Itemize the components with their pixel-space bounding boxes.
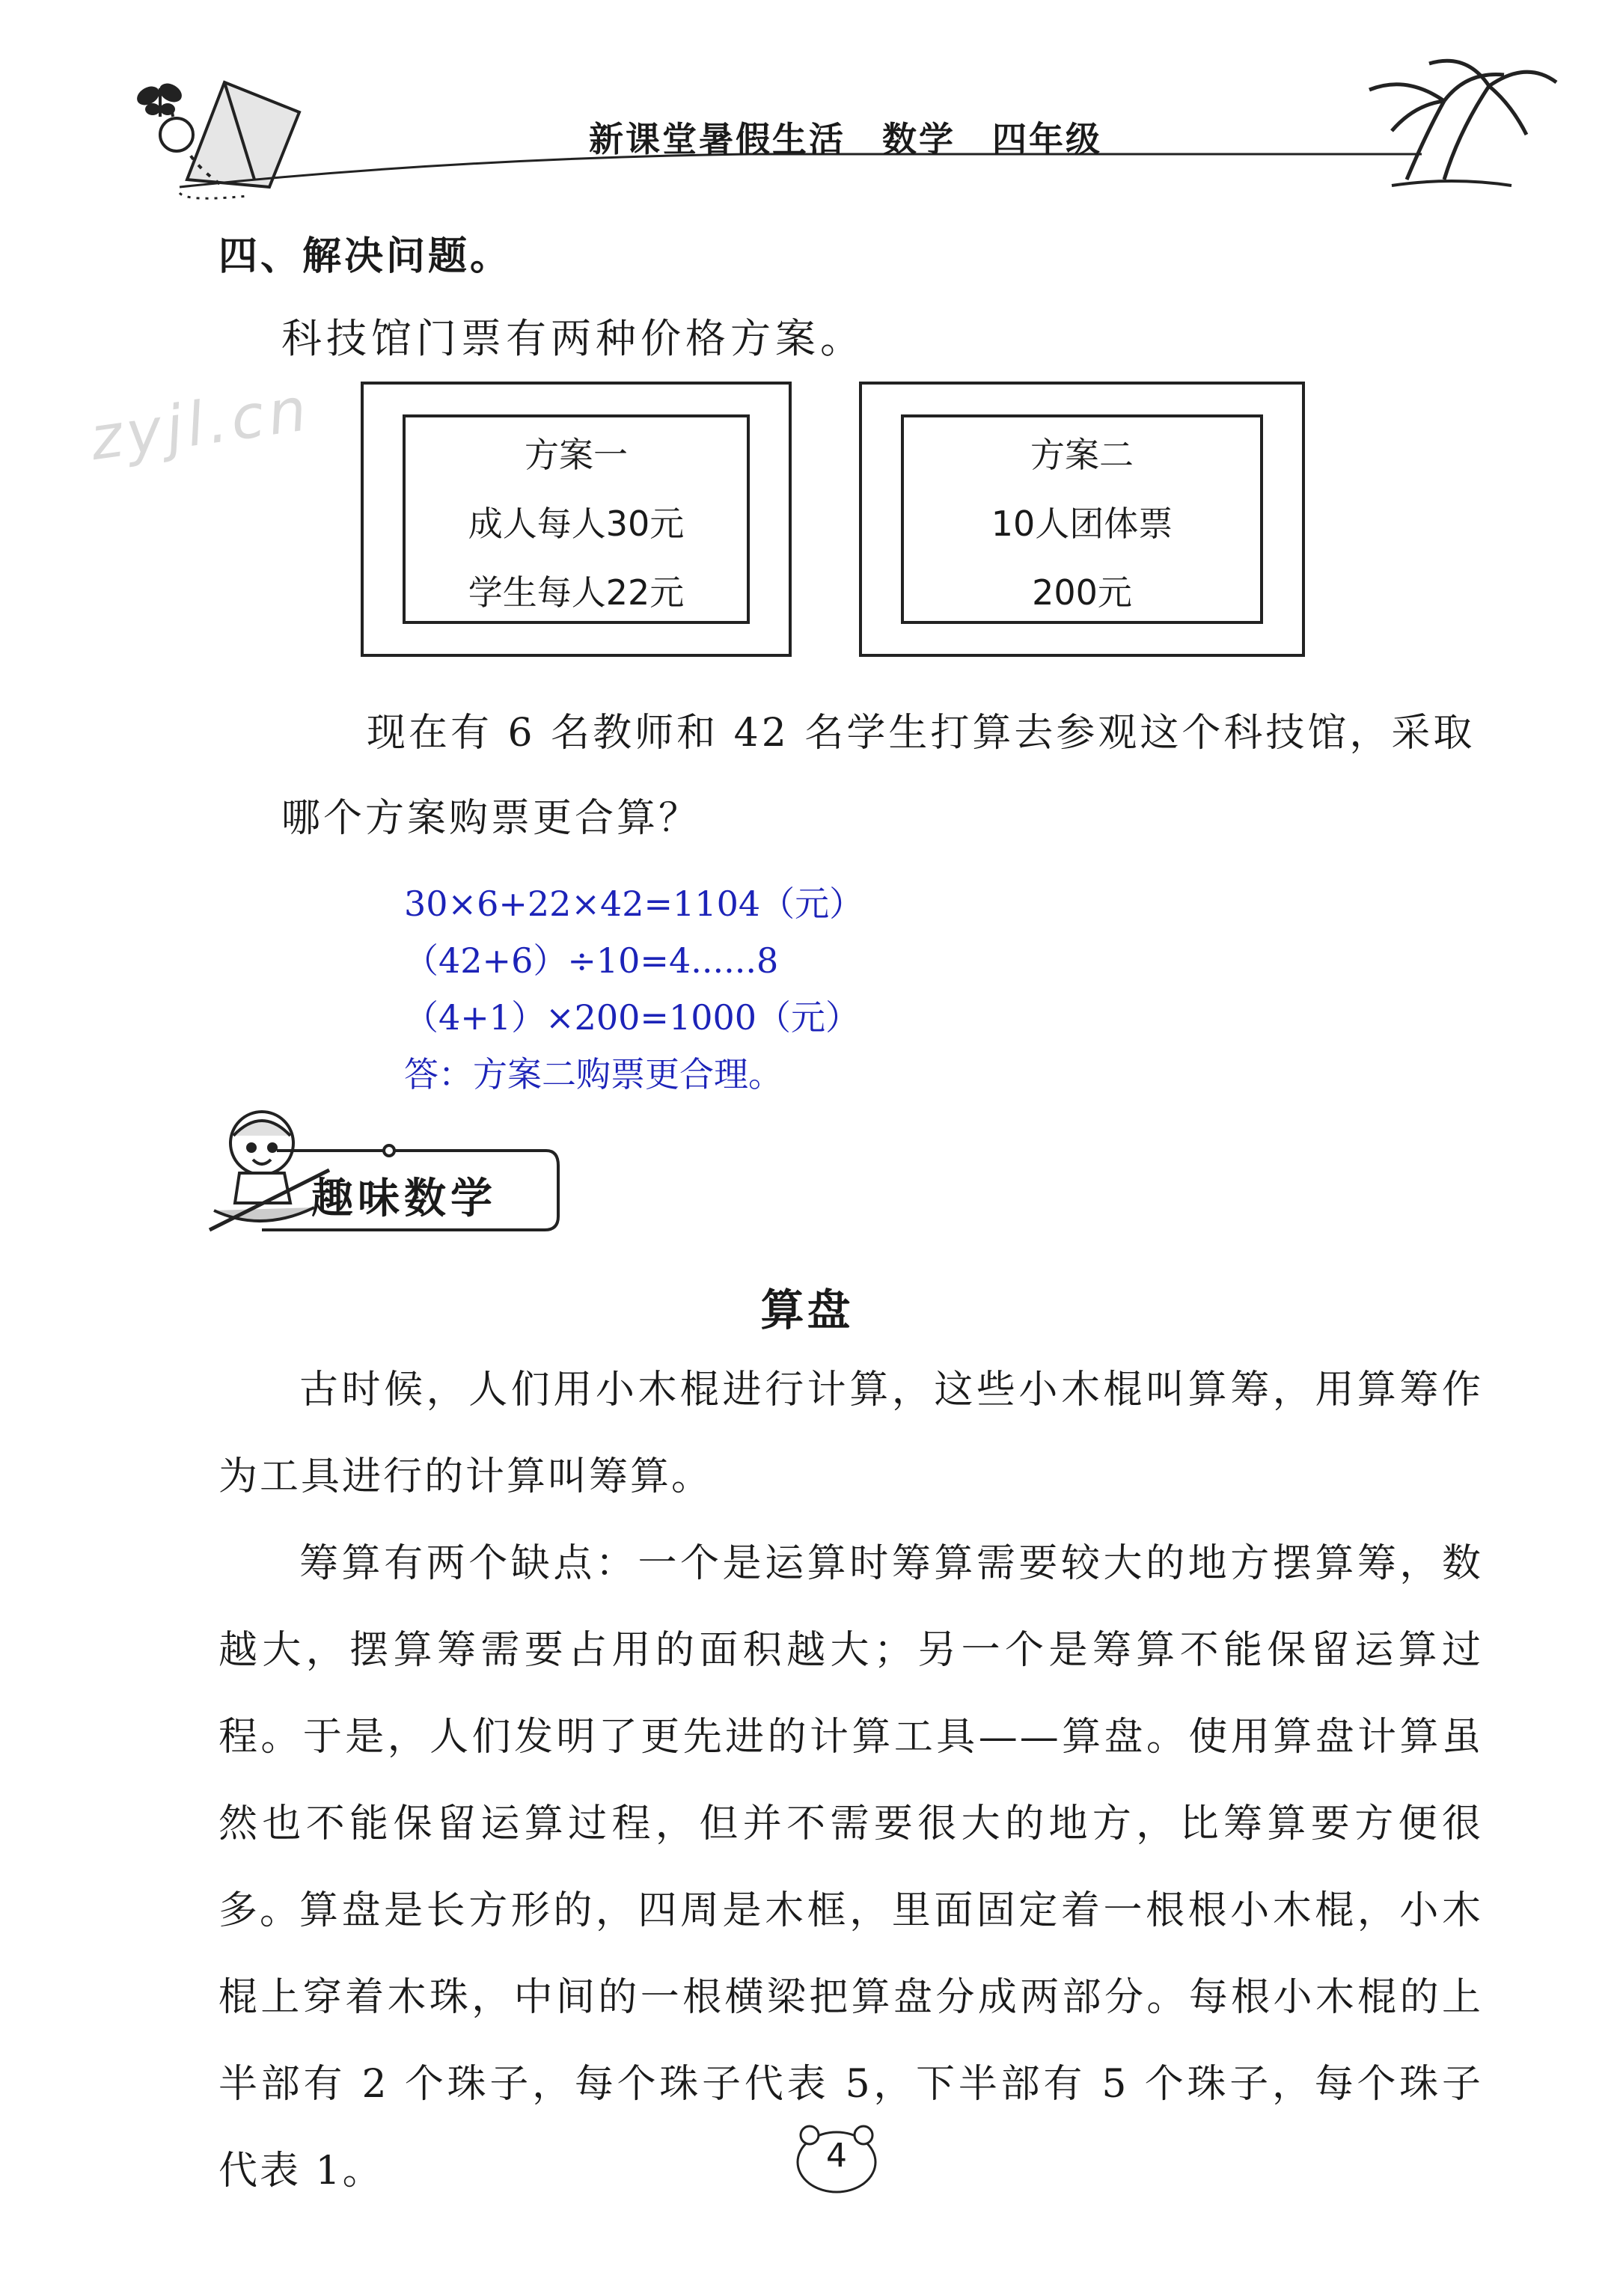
- question-line-2: 哪个方案购票更合算？: [281, 796, 701, 841]
- article-paragraph: 算盘是长方形的，四周是木框，里面固定着一根根小木棍，小木棍上穿着木珠，中间的一根横梁把算盘分成两部分。每根小木棍的上半部有 2 个珠子，每个珠子代表 5，下半部有 5 个珠子，每个珠子代表 1。: [218, 1888, 1483, 2194]
- plan-price-line: 200元: [1032, 572, 1132, 613]
- problem-intro: 科技馆门票有两种价格方案。: [281, 315, 865, 362]
- butterfly-icon: [134, 79, 186, 117]
- question-line-1: 现在有 6 名教师和 42 名学生打算去参观这个科技馆，采取: [367, 711, 1476, 756]
- article-title: 算盘: [760, 1285, 854, 1335]
- plan-price-line: 学生每人22元: [468, 572, 685, 613]
- plan-card-inner: [403, 414, 750, 624]
- article-paragraph: 古时候，人们用小木棍进行计算，这些小木棍叫算筹，用算筹作为工具进行的计算叫筹算。: [218, 1368, 1483, 1499]
- fun-math-label: 趣味数学: [311, 1175, 497, 1223]
- plan-card-1: [361, 382, 792, 657]
- plan-card-inner: [901, 414, 1263, 624]
- answer-conclusion: 答：方案二购票更合理。: [404, 1054, 783, 1095]
- plan-name: 方案一: [525, 435, 628, 475]
- answer-line: （42+6）÷10=4......8: [404, 940, 779, 981]
- section-heading: 四、解决问题。: [218, 234, 513, 279]
- page-number: 4: [826, 2137, 847, 2175]
- plan-price-line: 成人每人30元: [468, 503, 685, 544]
- plan-name: 方案二: [1030, 435, 1134, 475]
- plan-card-2: [859, 382, 1305, 657]
- watermark: zyjl.cn: [85, 373, 315, 474]
- palm-tree-icon: [1369, 61, 1556, 186]
- article-paragraph: 筹算有两个缺点：一个是运算时筹算需要较大的地方摆算筹，数越大，摆算筹需要占用的面积越大；另一个是筹算不能保留运算过程。于是，人们发明了更先进的计算工具——算盘。使用算盘计算虽然也不能保留运算过程，但并不需要很大的地方，比筹算要方便很多。: [218, 1541, 1483, 1933]
- plan-price-line: 10人团体票: [991, 503, 1173, 544]
- answer-line: （4+1）×200=1000（元）: [404, 997, 861, 1038]
- header-title: 新课堂暑假生活 数学 四年级: [589, 119, 1102, 159]
- answer-line: 30×6+22×42=1104（元）: [404, 884, 864, 924]
